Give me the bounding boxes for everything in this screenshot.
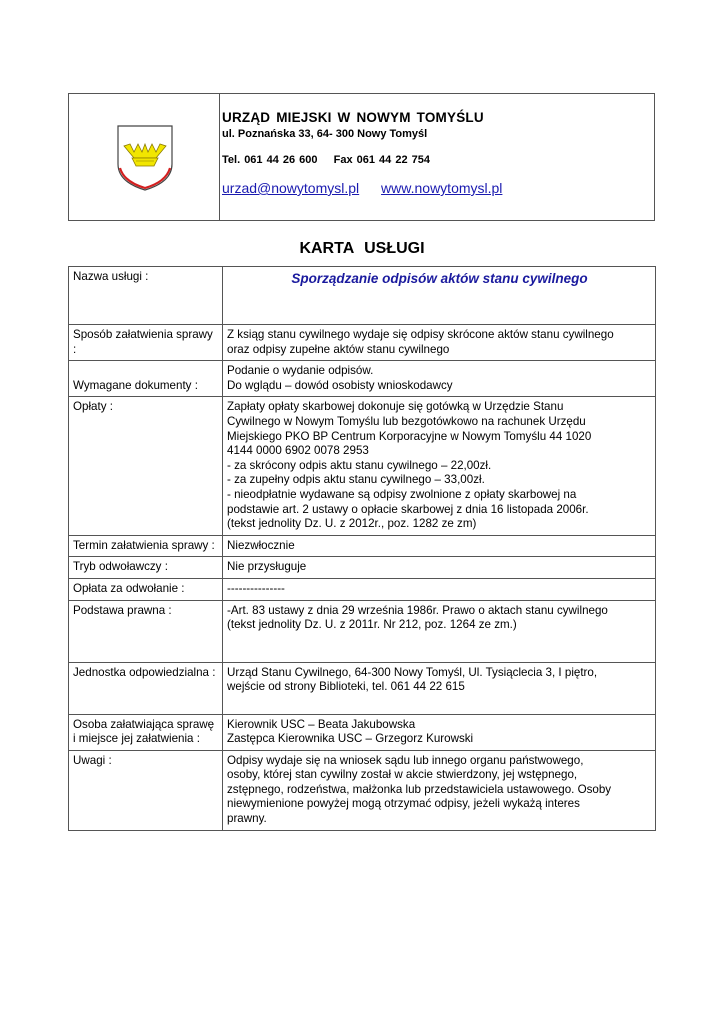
- text-line: (tekst jednolity Dz. U. z 2011r. Nr 212, poz. 1264 ze zm.): [227, 618, 517, 632]
- label-remarks: Uwagi :: [69, 750, 223, 830]
- text-line: (tekst jednolity Dz. U. z 2012r., poz. 1282 ze zm): [227, 517, 477, 531]
- text-line: -Art. 83 ustawy z dnia 29 września 1986r. Prawo o aktach stanu cywilnego: [227, 603, 608, 617]
- text-line: 4144 0000 6902 0078 2953: [227, 444, 369, 458]
- text-line: Miejskiego PKO BP Centrum Korporacyjne w Nowym Tomyślu 44 1020: [227, 429, 592, 443]
- row-legal-basis: [69, 600, 656, 662]
- text-line: osoby, której stan cywilny został w akcie stwierdzony, jej wstępnego,: [227, 768, 578, 782]
- service-name: Sporządzanie odpisów aktów stanu cywilnego: [291, 271, 588, 286]
- row-service-name: [69, 267, 656, 325]
- text-line: niewymienione powyżej mogą otrzymać odpisy, jeżeli wykażą interes: [227, 797, 580, 811]
- row-handling-person: [69, 714, 656, 750]
- organization-info: [222, 110, 502, 196]
- text-line: oraz odpisy zupełne aktów stanu cywilnego: [227, 342, 450, 356]
- header-divider: [219, 94, 220, 220]
- value-required-documents: [223, 361, 656, 397]
- value-handling-person: [223, 714, 656, 750]
- label-legal-basis: Podstawa prawna :: [69, 600, 223, 662]
- value-service-name: [223, 267, 656, 325]
- text-line: Kierownik USC – Beata Jakubowska: [227, 717, 416, 731]
- text-line: Cywilnego w Nowym Tomyślu lub bezgotówkowo na rachunek Urzędu: [227, 414, 586, 428]
- label-deadline: Termin załatwienia sprawy :: [69, 535, 223, 557]
- service-card-table: [68, 266, 656, 831]
- text-line: zstępnego, rodzeństwa, małżonka lub przedstawiciela ustawowego. Osoby: [227, 782, 612, 796]
- value-responsible-unit: [223, 662, 656, 714]
- label-required-documents: Wymagane dokumenty :: [69, 361, 223, 397]
- email-link[interactable]: urzad@nowytomysl.pl: [222, 180, 360, 196]
- row-required-documents: [69, 361, 656, 397]
- text-line: Do wglądu – dowód osobisty wnioskodawcy: [227, 378, 453, 392]
- value-fees: [223, 397, 656, 535]
- text-line: Podanie o wydanie odpisów.: [227, 364, 374, 378]
- text-line: - nieodpłatnie wydawane są odpisy zwolnione z opłaty skarbowej na: [227, 487, 577, 501]
- value-appeal-mode: Nie przysługuje: [223, 557, 656, 579]
- label-handling-person: Osoba załatwiająca sprawę i miejsce jej załatwienia :: [69, 714, 223, 750]
- label-service-name: Nazwa usługi :: [69, 267, 223, 325]
- row-appeal-mode: [69, 557, 656, 579]
- contact-phones: [222, 154, 502, 166]
- text-line: prawny.: [227, 812, 267, 826]
- text-line: wejście od strony Biblioteki, tel. 061 44 22 615: [227, 680, 465, 694]
- website-link[interactable]: www.nowytomysl.pl: [381, 180, 503, 196]
- text-line: Zapłaty opłaty skarbowej dokonuje się gotówką w Urzędzie Stanu: [227, 400, 564, 414]
- page-title: KARTA USŁUGI: [299, 240, 425, 257]
- row-fees: [69, 397, 656, 535]
- row-deadline: [69, 535, 656, 557]
- value-appeal-fee: ---------------: [223, 578, 656, 600]
- text-line: Zastępca Kierownika USC – Grzegorz Kurowski: [227, 732, 474, 746]
- coat-of-arms-icon: [116, 124, 174, 192]
- label-fees: Opłaty :: [69, 397, 223, 535]
- contact-links: [222, 180, 502, 196]
- header-box: [68, 93, 655, 221]
- label-responsible-unit: Jednostka odpowiedzialna :: [69, 662, 223, 714]
- text-line: - za skrócony odpis aktu stanu cywilnego – 22,00zł.: [227, 458, 492, 472]
- organization-name: URZĄD MIEJSKI W NOWYM TOMYŚLU: [222, 110, 484, 125]
- row-handling-method: [69, 325, 656, 361]
- value-legal-basis: [223, 600, 656, 662]
- text-line: podstawie art. 2 ustawy o opłacie skarbowej z dnia 16 listopada 2006r.: [227, 502, 589, 516]
- text-line: Urząd Stanu Cywilnego, 64-300 Nowy Tomyśl, Ul. Tysiąclecia 3, I piętro,: [227, 665, 598, 679]
- row-appeal-fee: [69, 578, 656, 600]
- row-remarks: [69, 750, 656, 830]
- text-line: - za zupełny odpis aktu stanu cywilnego – 33,00zł.: [227, 473, 485, 487]
- text-line: Odpisy wydaje się na wniosek sądu lub innego organu państwowego,: [227, 753, 584, 767]
- value-remarks: [223, 750, 656, 830]
- fax: Fax 061 44 22 754: [333, 154, 430, 166]
- value-deadline: Niezwłocznie: [223, 535, 656, 557]
- row-responsible-unit: [69, 662, 656, 714]
- text-line: Z ksiąg stanu cywilnego wydaje się odpisy skrócone aktów stanu cywilnego: [227, 328, 614, 341]
- organization-address: ul. Poznańska 33, 64- 300 Nowy Tomyśl: [222, 128, 428, 140]
- label-handling-method: Sposób załatwienia sprawy :: [69, 325, 223, 361]
- value-handling-method: [223, 325, 656, 361]
- label-appeal-fee: Opłata za odwołanie :: [69, 578, 223, 600]
- label-appeal-mode: Tryb odwoławczy :: [69, 557, 223, 579]
- telephone: Tel. 061 44 26 600: [222, 154, 318, 166]
